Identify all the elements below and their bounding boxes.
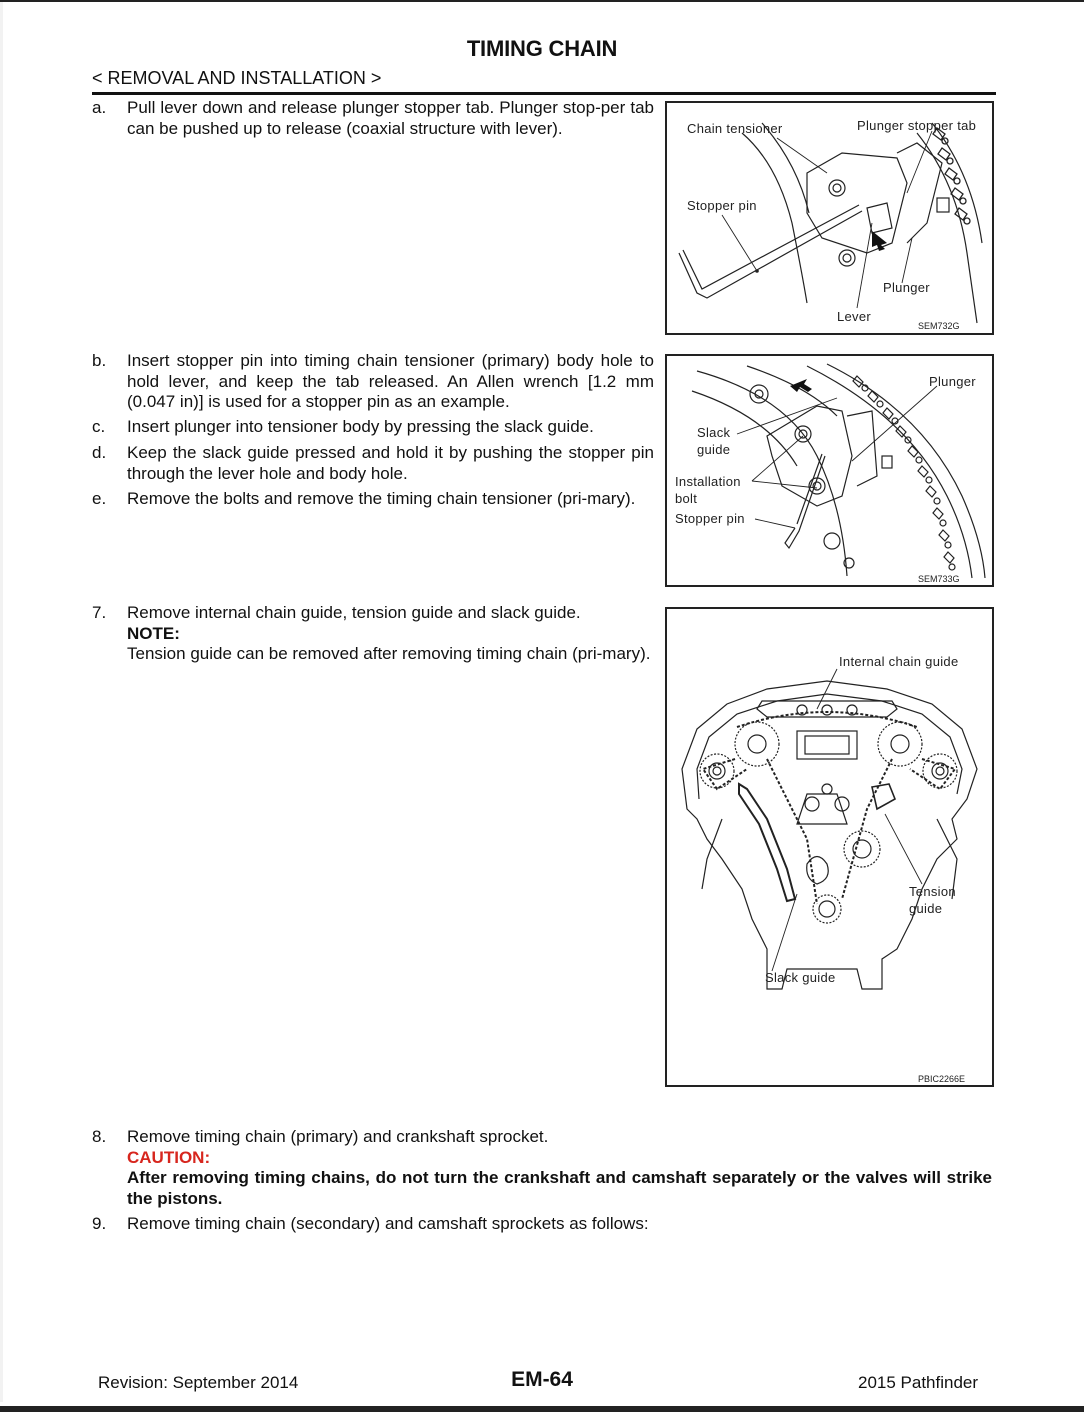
engine-front-illustration (667, 609, 992, 1085)
bottom-border (0, 1406, 1084, 1412)
step-text: Remove internal chain guide, tension guide and slack guide. (127, 603, 581, 622)
vehicle-model: 2015 Pathfinder (858, 1373, 979, 1392)
figure-timing-chain-guides-pbic2266e (665, 607, 994, 1087)
label-plunger-stopper-tab: Plunger stopper tab (857, 118, 977, 133)
step-label: 7. (92, 603, 107, 622)
note-text: Tension guide can be removed after removing timing chain (pri-mary). (127, 644, 651, 663)
tensioner-illustration (667, 103, 992, 333)
step-label: d. (92, 443, 107, 462)
figure-chain-tensioner-sem732g (665, 101, 994, 335)
figure-slack-guide-sem733g (665, 354, 994, 587)
page-number: EM-64 (511, 1368, 573, 1391)
step-label: b. (92, 351, 107, 370)
label-chain-tensioner: Chain tensioner (687, 121, 783, 136)
label-slack-guide-2: guide (697, 442, 731, 457)
caution-heading: CAUTION: (127, 1147, 211, 1167)
step-label: 9. (92, 1214, 107, 1233)
label-tension-guide-2: guide (909, 901, 943, 916)
step-body (127, 603, 654, 665)
caution-text: After removing timing chains, do not turn the crankshaft and camshaft separately or the valves will strike the pistons. (127, 1168, 992, 1208)
step-label: 8. (92, 1127, 107, 1146)
figure-code: SEM733G (918, 574, 960, 584)
label-plunger: Plunger (883, 280, 930, 295)
label-internal-chain-guide: Internal chain guide (839, 654, 959, 669)
step-text: Remove timing chain (secondary) and camshaft sprockets as follows: (127, 1214, 649, 1233)
page-title: TIMING CHAIN (466, 36, 618, 61)
label-tension-guide: Tension (909, 884, 956, 899)
step-text: Remove timing chain (primary) and crankshaft sprocket. (127, 1127, 549, 1146)
step-text: Remove the bolts and remove the timing chain tensioner (pri-mary). (127, 489, 636, 508)
left-edge (0, 2, 3, 1402)
step-label: a. (92, 98, 107, 117)
label-slack-guide: Slack guide (765, 970, 836, 985)
revision-date: Revision: September 2014 (98, 1373, 299, 1392)
section-heading: < REMOVAL AND INSTALLATION > (92, 68, 382, 88)
step-body (127, 1127, 992, 1209)
label-lever: Lever (837, 309, 872, 324)
figure-code: SEM732G (918, 321, 960, 331)
step-text: Insert plunger into tensioner body by pressing the slack guide. (127, 417, 594, 436)
label-stopper-pin: Stopper pin (687, 198, 757, 213)
label-installation-bolt: Installation (675, 474, 741, 489)
note-heading: NOTE: (127, 623, 180, 643)
label-plunger: Plunger (929, 374, 976, 389)
label-stopper-pin: Stopper pin (675, 511, 745, 526)
slack-guide-illustration (667, 356, 992, 585)
step-label: e. (92, 489, 107, 508)
step-text: Pull lever down and release plunger stopper tab. Plunger stop-per tab can be pushed up to release (coaxial structure with lever). (127, 98, 654, 138)
figure-code: PBIC2266E (918, 1074, 966, 1084)
label-installation-bolt-2: bolt (675, 491, 698, 506)
top-border (0, 0, 1084, 2)
step-text: Keep the slack guide pressed and hold it by pushing the stopper pin through the lever hole and body hole. (127, 443, 654, 483)
header-rule (92, 92, 996, 95)
label-slack-guide: Slack (697, 425, 731, 440)
step-label: c. (92, 417, 106, 436)
step-text: Insert stopper pin into timing chain tensioner (primary) body hole to hold lever, and keep the tab released. An Allen wrench [1.2 mm (0.047 in)] is used for a stopper pin as an example. (127, 351, 654, 411)
